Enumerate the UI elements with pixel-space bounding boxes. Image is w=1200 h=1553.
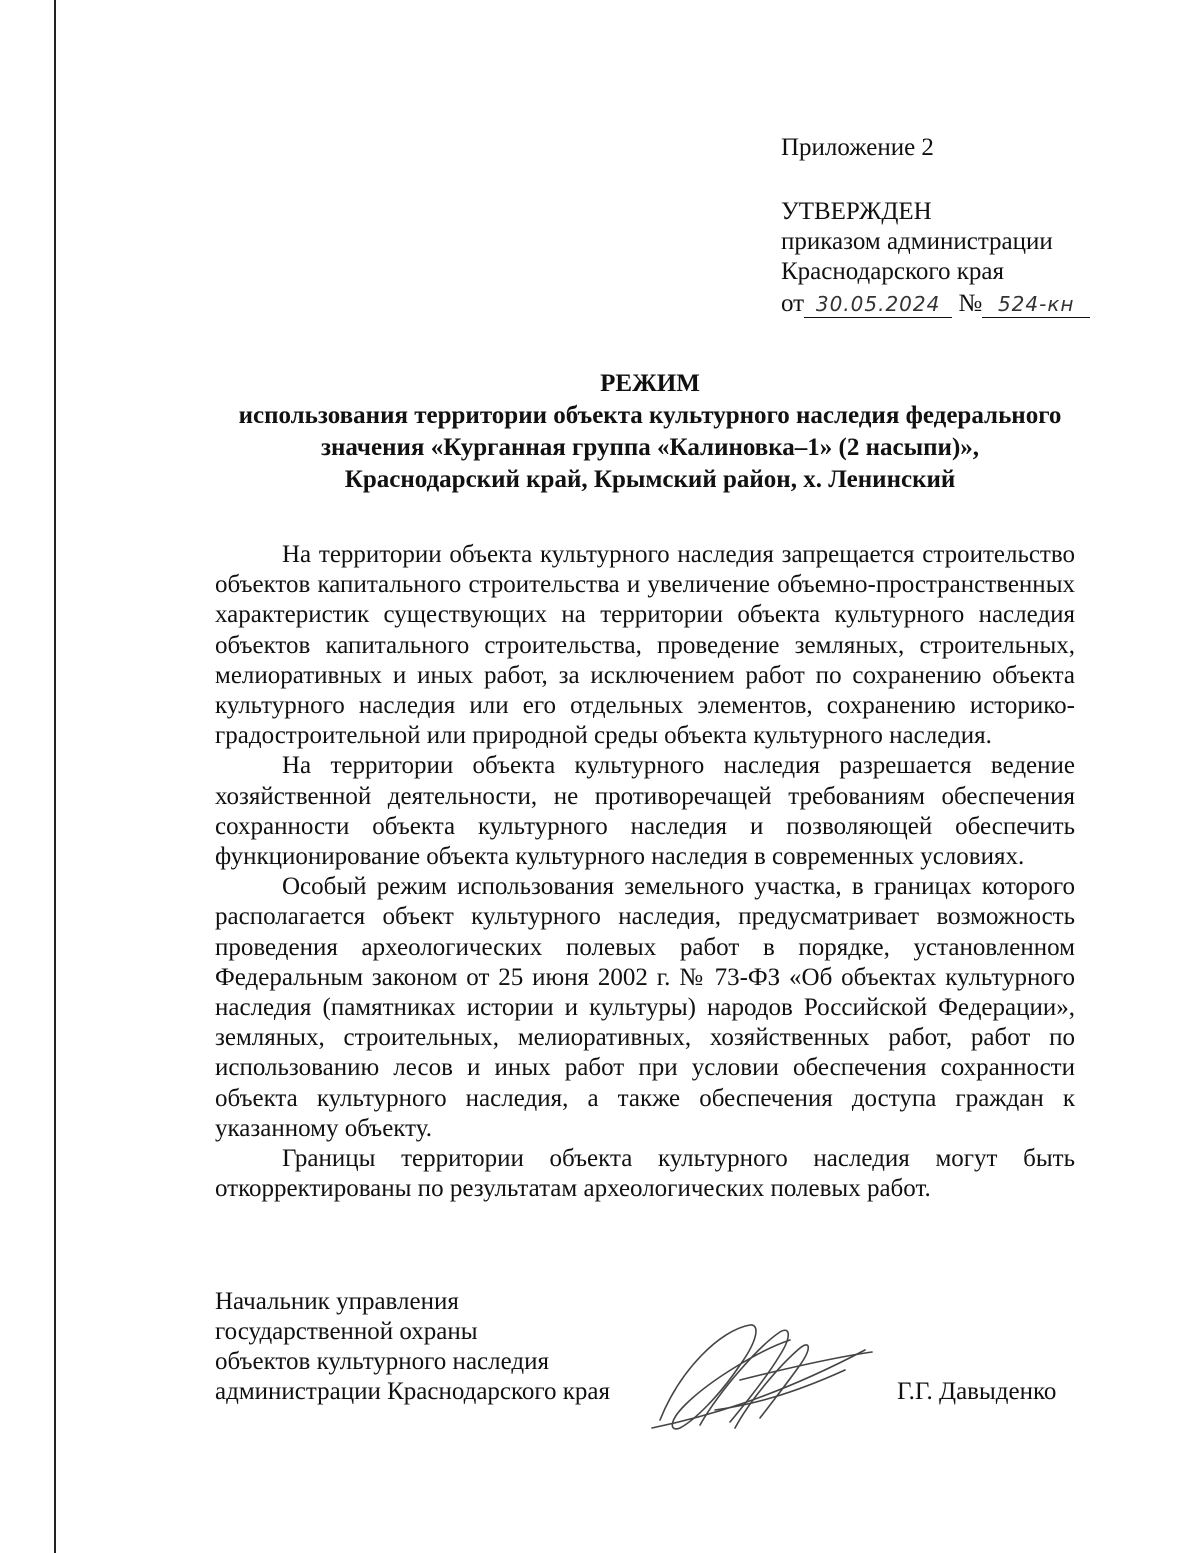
order-date-handwritten: 30.05.2024 <box>804 291 952 318</box>
document-title <box>200 368 1100 496</box>
signatory-name: Г.Г. Давыденко <box>897 1378 1057 1405</box>
signatory-position <box>215 1287 675 1407</box>
handwritten-signature-icon <box>640 1310 880 1440</box>
number-sign: № <box>958 290 983 317</box>
body-paragraph-2: На территории объекта культурного наследия разрешается ведение хозяйственной деятельности, не противоречащей требованиям обеспечения сохранности объекта культурного наследия и позволяющей обеспечить функционирование объекта культурного наследия в современных условиях. <box>215 752 1075 871</box>
signatory-line-4: администрации Краснодарского края <box>215 1378 611 1405</box>
body-paragraph-3: Особый режим использования земельного участка, в границах которого располагается объект культурного наследия, предусматривает возможность проведения археологических полевых работ в порядке, установленном Федеральным законом от 25 июня 2002 г. № 73-ФЗ «Об объектах культурного наследия (памятниках истории и культуры) народов Российской Федерации», земляных, строительных, мелиоративных, хозяйственных работ, работ по использованию лесов и иных работ при условии обеспечения сохранности объекта культурного наследия, а также обеспечения доступа граждан к указанному объекту. <box>215 873 1075 1142</box>
title-line-3: Краснодарский край, Крымский район, х. Ленинский <box>344 466 956 493</box>
date-prefix: от <box>781 290 805 317</box>
signatory-line-3: объектов культурного наследия <box>215 1348 549 1375</box>
appendix-label: Приложение 2 <box>781 134 934 161</box>
order-number-handwritten: 524-кн <box>982 291 1090 318</box>
approved-by-line-2: Краснодарского края <box>781 258 1004 285</box>
body-paragraph-4: Границы территории объекта культурного наследия могут быть откорректированы по результатам археологических полевых работ. <box>215 1145 1075 1203</box>
approved-by-line-1: приказом администрации <box>781 228 1053 255</box>
title-line-1: использования территории объекта культурного наследия федерального <box>238 402 1062 429</box>
document-body <box>215 540 1075 1204</box>
title-line-2: значения «Курганная группа «Калиновка–1» (2 насыпи)», <box>320 434 980 461</box>
approval-stamp-block <box>781 133 1161 319</box>
body-paragraph-1: На территории объекта культурного наследия запрещается строительство объектов капитального строительства и увеличение объемно-пространственных характеристик существующих на территории объекта культурного наследия объектов капитального строительства, проведение земляных, строительных, мелиоративных и иных работ, за исключением работ по сохранению объекта культурного наследия или его отдельных элементов, сохранению историко-градостроительной или природной среды объекта культурного наследия. <box>215 541 1075 750</box>
signatory-line-2: государственной охраны <box>215 1318 478 1345</box>
title-heading: РЕЖИМ <box>600 370 700 397</box>
approved-label: УТВЕРЖДЕН <box>781 198 932 225</box>
page-left-border <box>54 0 56 1553</box>
signatory-line-1: Начальник управления <box>215 1288 459 1315</box>
order-date-number-line <box>781 289 1161 319</box>
